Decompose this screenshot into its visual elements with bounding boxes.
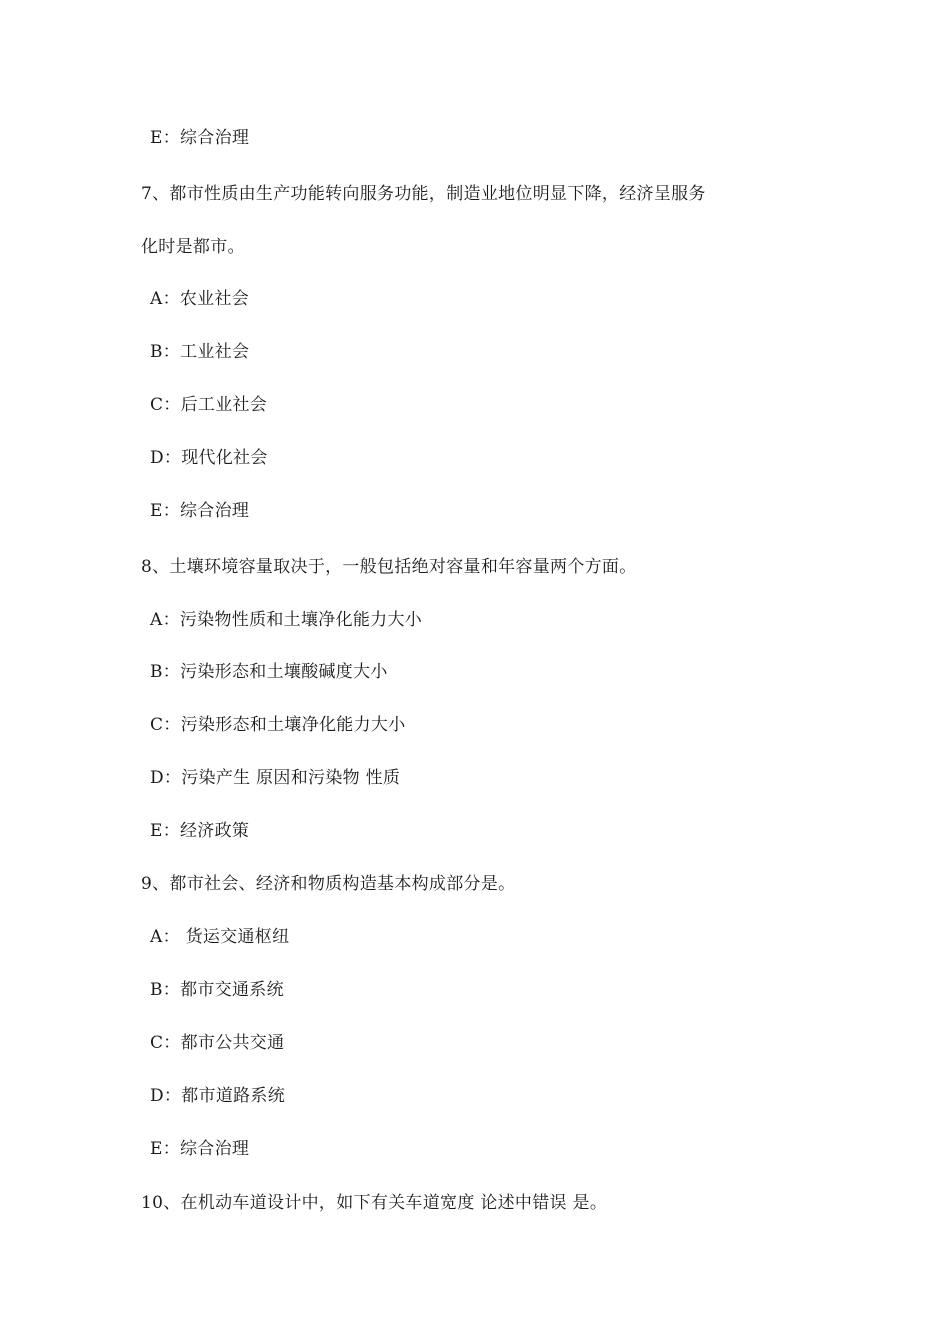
option-e: E：综合治理 bbox=[150, 1139, 250, 1159]
question-stem-line: 10、在机动车道设计中，如下有关车道宽度 论述中错误 是。 bbox=[141, 1193, 608, 1213]
option-c: C：污染形态和土壤净化能力大小 bbox=[150, 715, 406, 735]
question-stem-line: 8、土壤环境容量取决于，一般包括绝对容量和年容量两个方面。 bbox=[141, 557, 637, 577]
option-c: C：后工业社会 bbox=[150, 395, 268, 415]
question-stem-line: 7、都市性质由生产功能转向服务功能，制造业地位明显下降，经济呈服务 bbox=[141, 184, 706, 204]
option-c: C：都市公共交通 bbox=[150, 1033, 285, 1053]
option-d: D：都市道路系统 bbox=[150, 1086, 286, 1106]
option-e: E：经济政策 bbox=[150, 821, 250, 841]
question-stem-line: 9、都市社会、经济和物质构造基本构成部分是。 bbox=[141, 874, 516, 894]
option-e: E：综合治理 bbox=[150, 501, 250, 521]
option-a: A：污染物性质和土壤净化能力大小 bbox=[150, 610, 423, 630]
option-b: B：污染形态和土壤酸碱度大小 bbox=[150, 662, 388, 682]
option-d: D：现代化社会 bbox=[150, 448, 268, 468]
question-stem-line: 化时是都市。 bbox=[141, 237, 245, 257]
option-a: A： 货运交通枢纽 bbox=[150, 927, 290, 947]
option-d: D：污染产生 原因和污染物 性质 bbox=[150, 768, 401, 788]
option-b: B：工业社会 bbox=[150, 342, 250, 362]
option-b: B：都市交通系统 bbox=[150, 980, 284, 1000]
option-a: A：农业社会 bbox=[150, 289, 250, 309]
prev-option-e: E：综合治理 bbox=[150, 128, 250, 148]
